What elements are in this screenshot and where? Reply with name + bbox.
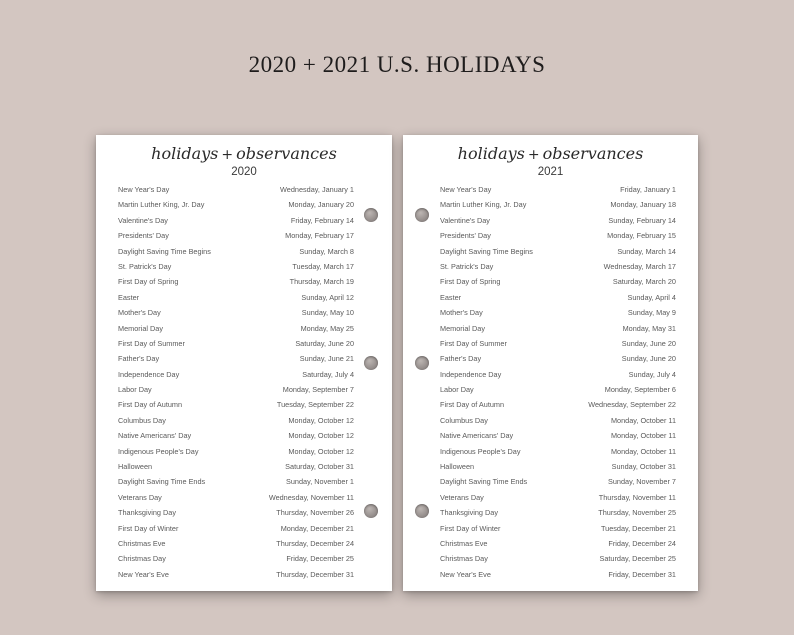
page-year: 2021 bbox=[537, 166, 564, 178]
holiday-list bbox=[96, 182, 392, 582]
holiday-name: St. Patrick's Day bbox=[440, 261, 494, 271]
holiday-date: Friday, February 14 bbox=[290, 215, 354, 225]
holiday-row bbox=[403, 290, 698, 305]
holiday-name: First Day of Summer bbox=[118, 338, 185, 348]
holiday-row bbox=[403, 244, 698, 259]
holiday-date: Friday, December 24 bbox=[608, 538, 676, 548]
holiday-date: Wednesday, January 1 bbox=[280, 185, 354, 194]
holiday-name: Native Americans' Day bbox=[440, 431, 514, 441]
holiday-date: Sunday, July 4 bbox=[628, 369, 676, 379]
holiday-name: First Day of Winter bbox=[440, 523, 501, 533]
holiday-name: Christmas Eve bbox=[118, 538, 166, 548]
holiday-date: Sunday, February 14 bbox=[608, 215, 676, 225]
holiday-name: New Year's Eve bbox=[440, 569, 491, 579]
holiday-name: First Day of Autumn bbox=[440, 400, 505, 410]
holiday-date: Sunday, June 20 bbox=[621, 338, 676, 348]
holiday-date: Tuesday, March 17 bbox=[292, 261, 354, 271]
holiday-date: Sunday, June 20 bbox=[621, 354, 676, 364]
holiday-row bbox=[403, 182, 698, 197]
holiday-date: Saturday, July 4 bbox=[302, 369, 354, 379]
holiday-name: Thanksgiving Day bbox=[118, 508, 176, 518]
holiday-row bbox=[403, 490, 698, 505]
title-plus: + bbox=[221, 147, 234, 163]
punch-hole bbox=[415, 504, 429, 518]
holiday-date: Monday, October 11 bbox=[610, 415, 676, 425]
holiday-name: Daylight Saving Time Ends bbox=[118, 477, 206, 487]
holiday-name: First Day of Spring bbox=[118, 277, 179, 287]
holiday-name: Independence Day bbox=[118, 369, 180, 379]
holiday-row bbox=[403, 336, 698, 351]
holiday-date: Monday, February 15 bbox=[607, 231, 676, 241]
holiday-name: New Year's Day bbox=[440, 185, 492, 194]
holiday-name: Martin Luther King, Jr. Day bbox=[440, 200, 527, 210]
holiday-row bbox=[403, 197, 698, 212]
banner-title: 2020 + 2021 U.S. HOLIDAYS bbox=[248, 52, 546, 77]
holiday-name: First Day of Autumn bbox=[118, 400, 183, 410]
holiday-row bbox=[96, 428, 392, 443]
holiday-row bbox=[96, 567, 392, 582]
holiday-row bbox=[96, 505, 392, 520]
holiday-name: First Day of Winter bbox=[118, 523, 179, 533]
holiday-name: St. Patrick's Day bbox=[118, 261, 172, 271]
holiday-date: Wednesday, March 17 bbox=[603, 261, 676, 271]
holiday-row bbox=[403, 367, 698, 382]
holiday-row bbox=[96, 551, 392, 566]
holiday-date: Monday, September 7 bbox=[282, 385, 354, 395]
holiday-date: Monday, October 12 bbox=[288, 415, 354, 425]
holiday-date: Monday, May 31 bbox=[622, 323, 676, 333]
page-title bbox=[96, 144, 392, 163]
holiday-name: New Year's Eve bbox=[118, 569, 169, 579]
holiday-row bbox=[403, 274, 698, 289]
holiday-row bbox=[403, 228, 698, 243]
holiday-date: Tuesday, December 21 bbox=[600, 523, 676, 533]
holiday-date: Saturday, June 20 bbox=[295, 338, 354, 348]
title-holidays: holidays bbox=[457, 144, 525, 163]
holiday-name: Veterans Day bbox=[118, 492, 162, 502]
holiday-date: Sunday, March 8 bbox=[299, 246, 354, 256]
holiday-date: Monday, February 17 bbox=[285, 231, 354, 241]
holiday-name: Labor Day bbox=[440, 385, 474, 395]
holiday-row bbox=[96, 197, 392, 212]
punch-hole bbox=[364, 356, 378, 370]
holiday-date: Thursday, December 31 bbox=[276, 569, 354, 579]
holiday-row bbox=[403, 351, 698, 366]
holiday-name: Easter bbox=[118, 292, 140, 302]
holiday-row bbox=[96, 444, 392, 459]
holiday-name: Halloween bbox=[118, 462, 153, 472]
holiday-name: Halloween bbox=[440, 462, 475, 472]
holiday-row bbox=[96, 459, 392, 474]
holiday-row bbox=[96, 274, 392, 289]
holiday-name: Memorial Day bbox=[440, 323, 486, 333]
punch-hole bbox=[364, 208, 378, 222]
holiday-name: Columbus Day bbox=[440, 415, 488, 425]
holiday-date: Thursday, December 24 bbox=[276, 538, 354, 548]
holiday-date: Thursday, November 25 bbox=[598, 508, 676, 518]
holiday-date: Monday, October 11 bbox=[610, 431, 676, 441]
holiday-date: Friday, December 31 bbox=[608, 569, 676, 579]
holiday-name: Labor Day bbox=[118, 385, 152, 395]
holiday-date: Monday, October 11 bbox=[610, 446, 676, 456]
holiday-name: Indigenous People's Day bbox=[118, 446, 199, 456]
holiday-row bbox=[96, 244, 392, 259]
holiday-name: First Day of Summer bbox=[440, 338, 507, 348]
holiday-date: Monday, January 18 bbox=[610, 200, 676, 210]
holiday-date: Monday, October 12 bbox=[288, 431, 354, 441]
holiday-row bbox=[96, 397, 392, 412]
holiday-row bbox=[96, 228, 392, 243]
holiday-row bbox=[96, 490, 392, 505]
holiday-row bbox=[403, 459, 698, 474]
holiday-date: Monday, January 20 bbox=[288, 200, 354, 210]
holiday-date: Thursday, November 11 bbox=[598, 492, 676, 502]
holiday-date: Thursday, November 26 bbox=[276, 508, 354, 518]
holiday-name: Father's Day bbox=[118, 354, 160, 364]
holiday-date: Monday, September 6 bbox=[604, 385, 676, 395]
holiday-date: Saturday, March 20 bbox=[612, 277, 676, 287]
holiday-row bbox=[96, 213, 392, 228]
holiday-name: Father's Day bbox=[440, 354, 482, 364]
holiday-row bbox=[403, 567, 698, 582]
page-title bbox=[403, 144, 698, 163]
holiday-date: Sunday, April 4 bbox=[627, 292, 676, 302]
holiday-date: Sunday, April 12 bbox=[301, 292, 354, 302]
holiday-name: Thanksgiving Day bbox=[440, 508, 498, 518]
holiday-name: Presidents' Day bbox=[440, 231, 491, 241]
holiday-date: Saturday, October 31 bbox=[285, 462, 354, 472]
holiday-date: Friday, December 25 bbox=[286, 554, 354, 564]
holiday-row bbox=[403, 382, 698, 397]
holiday-list bbox=[403, 182, 698, 582]
holiday-name: Mother's Day bbox=[118, 308, 161, 318]
holiday-name: Mother's Day bbox=[440, 308, 483, 318]
holiday-row bbox=[403, 505, 698, 520]
holiday-date: Saturday, December 25 bbox=[599, 554, 676, 564]
title-plus: + bbox=[527, 147, 540, 163]
holiday-row bbox=[403, 305, 698, 320]
holiday-date: Sunday, November 7 bbox=[607, 477, 676, 487]
holiday-row bbox=[96, 336, 392, 351]
holiday-row bbox=[96, 382, 392, 397]
holiday-name: Easter bbox=[440, 292, 462, 302]
holiday-name: Memorial Day bbox=[118, 323, 164, 333]
holiday-date: Friday, January 1 bbox=[620, 185, 676, 194]
planner-page-2021 bbox=[403, 135, 698, 591]
holiday-name: Independence Day bbox=[440, 369, 502, 379]
holiday-date: Monday, October 12 bbox=[288, 446, 354, 456]
holiday-row bbox=[96, 182, 392, 197]
holiday-name: Presidents' Day bbox=[118, 231, 169, 241]
holiday-row bbox=[403, 259, 698, 274]
holiday-name: Native Americans' Day bbox=[118, 431, 192, 441]
title-observances: observances bbox=[542, 144, 644, 163]
holiday-date: Wednesday, September 22 bbox=[588, 400, 676, 410]
holiday-row bbox=[96, 259, 392, 274]
holiday-row bbox=[96, 321, 392, 336]
holiday-row bbox=[96, 351, 392, 366]
holiday-date: Sunday, March 14 bbox=[617, 246, 676, 256]
punch-hole bbox=[415, 208, 429, 222]
holiday-name: Indigenous People's Day bbox=[440, 446, 521, 456]
holiday-date: Monday, May 25 bbox=[300, 323, 354, 333]
holiday-row bbox=[403, 444, 698, 459]
holiday-name: First Day of Spring bbox=[440, 277, 501, 287]
holiday-row bbox=[403, 536, 698, 551]
holiday-name: Columbus Day bbox=[118, 415, 166, 425]
holiday-date: Tuesday, September 22 bbox=[276, 400, 354, 410]
holiday-name: Christmas Eve bbox=[440, 538, 488, 548]
punch-hole bbox=[415, 356, 429, 370]
title-holidays: holidays bbox=[151, 144, 219, 163]
holiday-name: Valentine's Day bbox=[440, 215, 490, 225]
holiday-row bbox=[96, 521, 392, 536]
holiday-name: Valentine's Day bbox=[118, 215, 168, 225]
holiday-name: Veterans Day bbox=[440, 492, 484, 502]
holiday-date: Sunday, November 1 bbox=[285, 477, 354, 487]
holiday-row bbox=[403, 321, 698, 336]
holiday-row bbox=[403, 428, 698, 443]
holiday-row bbox=[96, 536, 392, 551]
holiday-name: Christmas Day bbox=[118, 554, 166, 564]
title-observances: observances bbox=[236, 144, 337, 163]
holiday-row bbox=[403, 397, 698, 412]
holiday-date: Wednesday, November 11 bbox=[268, 492, 354, 502]
holiday-row bbox=[403, 413, 698, 428]
holiday-row bbox=[403, 474, 698, 489]
holiday-row bbox=[403, 213, 698, 228]
holiday-name: Daylight Saving Time Begins bbox=[440, 246, 533, 256]
holiday-name: New Year's Day bbox=[118, 185, 170, 194]
holiday-date: Monday, December 21 bbox=[280, 523, 354, 533]
holiday-row bbox=[96, 367, 392, 382]
planner-page-2020 bbox=[96, 135, 392, 591]
page-year: 2020 bbox=[231, 166, 257, 178]
holiday-date: Sunday, June 21 bbox=[299, 354, 354, 364]
holiday-date: Thursday, March 19 bbox=[289, 277, 354, 287]
holiday-row bbox=[96, 413, 392, 428]
holiday-name: Martin Luther King, Jr. Day bbox=[118, 200, 205, 210]
holiday-date: Sunday, May 10 bbox=[301, 308, 354, 318]
holiday-date: Sunday, October 31 bbox=[611, 462, 676, 472]
punch-hole bbox=[364, 504, 378, 518]
holiday-row bbox=[96, 474, 392, 489]
holiday-row bbox=[403, 551, 698, 566]
holiday-name: Daylight Saving Time Ends bbox=[440, 477, 528, 487]
holiday-date: Sunday, May 9 bbox=[627, 308, 676, 318]
holiday-name: Daylight Saving Time Begins bbox=[118, 246, 211, 256]
holiday-row bbox=[403, 521, 698, 536]
holiday-name: Christmas Day bbox=[440, 554, 488, 564]
holiday-row bbox=[96, 290, 392, 305]
holiday-row bbox=[96, 305, 392, 320]
